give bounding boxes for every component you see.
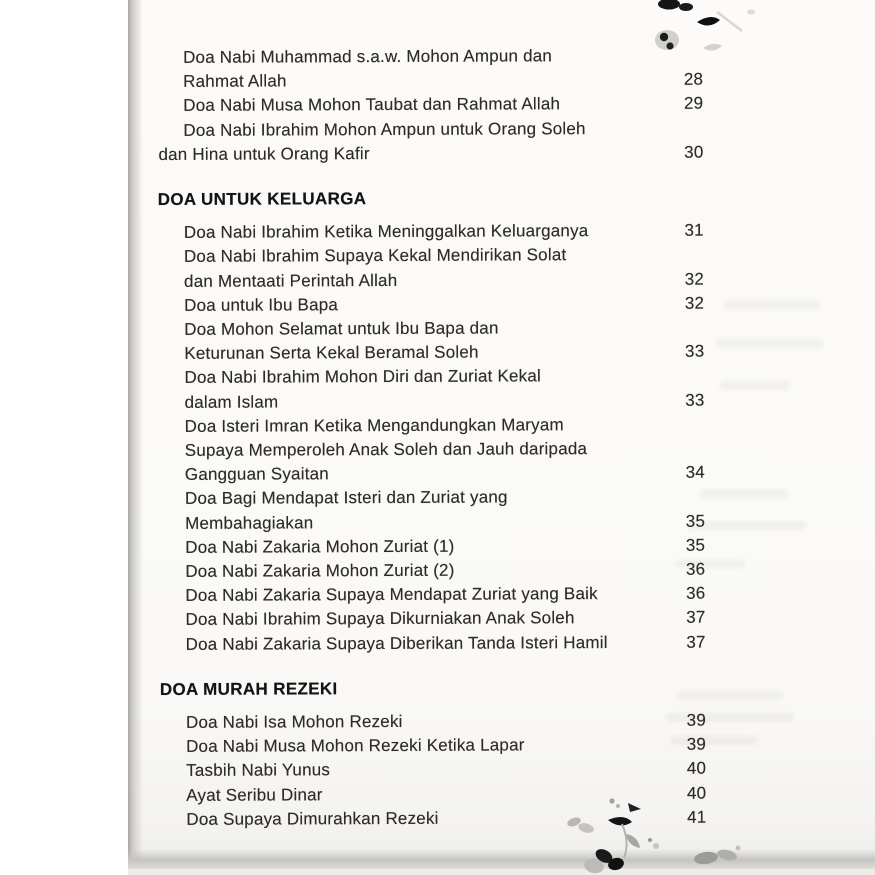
toc-entry-line	[160, 709, 706, 736]
entry-title: Doa Bagi Mendapat Isteri dan Zuriat yang	[184, 487, 508, 509]
entry-title: dan Mentaati Perintah Allah	[183, 270, 398, 291]
entry-page-number: 37	[686, 608, 706, 628]
entry-page-number: 33	[685, 390, 705, 410]
bleedthrough-smudge	[724, 300, 820, 309]
section-heading: DOA UNTUK KELUARGA	[157, 189, 367, 210]
bleedthrough-smudge	[720, 381, 790, 390]
toc-entry-line	[157, 44, 703, 71]
toc-entry-line	[158, 291, 704, 318]
entry-title: Doa Nabi Ibrahim Supaya Kekal Mendirikan Solat	[183, 245, 567, 267]
entry-page-number: 28	[683, 69, 704, 89]
entry-page-number: 36	[686, 583, 706, 603]
entry-page-number: 39	[686, 710, 706, 730]
entry-page-number: 29	[683, 94, 704, 114]
entry-page-number: 39	[686, 734, 707, 754]
entry-title: Doa Nabi Isa Mohon Rezeki	[185, 712, 403, 732]
entry-title: Doa Nabi Ibrahim Mohon Ampun untuk Orang Soleh	[183, 118, 586, 140]
toc-entry-line	[157, 116, 703, 143]
entry-page-number: 33	[684, 341, 705, 361]
toc-entry-line	[159, 509, 705, 536]
entry-title: Doa Nabi Musa Mohon Rezeki Ketika Lapar	[186, 735, 525, 757]
toc-entry-line	[159, 437, 705, 464]
toc-entry-line	[158, 316, 704, 343]
bleedthrough-smudge	[716, 339, 824, 348]
entry-page-number: 34	[685, 462, 705, 482]
toc-entry-line	[157, 140, 703, 167]
entry-page-number: 35	[685, 535, 706, 555]
toc-entry-line	[158, 219, 704, 246]
entry-title: Doa Nabi Zakaria Mohon Zuriat (2)	[185, 560, 455, 581]
toc-entry-line	[159, 485, 705, 512]
toc-entry-line	[158, 243, 704, 270]
entry-page-number: 40	[686, 759, 707, 779]
entry-title: dalam Islam	[184, 392, 279, 412]
entry-title: Doa Nabi Ibrahim Mohon Diri dan Zuriat Kekal	[184, 366, 542, 388]
entry-title: Gangguan Syaitan	[184, 464, 329, 485]
toc-entry-line	[160, 757, 706, 784]
entry-title: Doa Nabi Ibrahim Supaya Dikurniakan Anak Soleh	[185, 608, 575, 630]
entry-page-number: 41	[687, 807, 707, 827]
toc-entry-line	[160, 733, 706, 760]
entry-title: Doa Nabi Muhammad s.a.w. Mohon Ampun dan	[183, 46, 553, 67]
entry-title: Doa Isteri Imran Ketika Mengandungkan Maryam	[184, 415, 564, 436]
entry-page-number: 37	[686, 632, 706, 652]
toc-entry-line	[159, 388, 705, 415]
toc-entry-line	[158, 340, 704, 367]
entry-title: Doa Nabi Zakaria Supaya Mendapat Zuriat yang Baik	[185, 584, 598, 606]
entry-page-number: 30	[684, 142, 704, 162]
entry-page-number: 32	[684, 269, 705, 289]
toc-entry-line	[160, 630, 706, 657]
toc-entry-line	[159, 533, 705, 560]
entry-page-number: 35	[685, 511, 706, 531]
entry-page-number: 32	[684, 293, 705, 313]
entry-title: Doa Mohon Selamat untuk Ibu Bapa dan	[184, 318, 499, 339]
bleedthrough-smudge	[700, 489, 788, 498]
toc-entry-line	[157, 92, 703, 119]
entry-title: Membahagiakan	[185, 512, 314, 533]
toc-entry-line	[160, 781, 706, 808]
toc-entry-line	[160, 806, 706, 833]
entry-title: Doa untuk Ibu Bapa	[184, 295, 339, 315]
page-left-edge-shadow	[128, 0, 143, 865]
toc-entry-line	[159, 412, 705, 439]
entry-title: Doa Nabi Zakaria Supaya Diberikan Tanda Isteri Hamil	[185, 632, 608, 654]
entry-title: Ayat Seribu Dinar	[186, 784, 323, 805]
entry-title: Rahmat Allah	[183, 71, 287, 92]
entry-title: Doa Nabi Ibrahim Ketika Meninggalkan Keluarganya	[183, 221, 589, 243]
table-of-contents	[157, 44, 706, 832]
entry-page-number: 31	[684, 220, 704, 240]
entry-title: Supaya Memperoleh Anak Soleh dan Jauh daripada	[184, 439, 588, 460]
toc-entry-line	[159, 558, 705, 585]
toc-entry-line	[159, 606, 705, 633]
toc-entry-line	[158, 267, 704, 294]
entry-title: Keturunan Serta Kekal Beramal Soleh	[184, 342, 479, 364]
entry-page-number: 36	[685, 559, 706, 579]
entry-page-number: 40	[686, 783, 707, 803]
section-heading: DOA MURAH REZEKI	[159, 679, 338, 699]
entry-title: Tasbih Nabi Yunus	[186, 760, 331, 781]
entry-title: Doa Nabi Musa Mohon Taubat dan Rahmat Allah	[183, 94, 561, 116]
entry-title: Doa Nabi Zakaria Mohon Zuriat (1)	[185, 536, 455, 557]
entry-title: Doa Supaya Dimurahkan Rezeki	[186, 808, 439, 829]
toc-entry-line	[159, 582, 705, 609]
entry-title: dan Hina untuk Orang Kafir	[158, 143, 370, 164]
toc-entry-line	[158, 364, 704, 391]
toc-entry-line	[157, 68, 703, 95]
bleedthrough-smudge	[688, 521, 806, 530]
toc-entry-line	[159, 461, 705, 488]
